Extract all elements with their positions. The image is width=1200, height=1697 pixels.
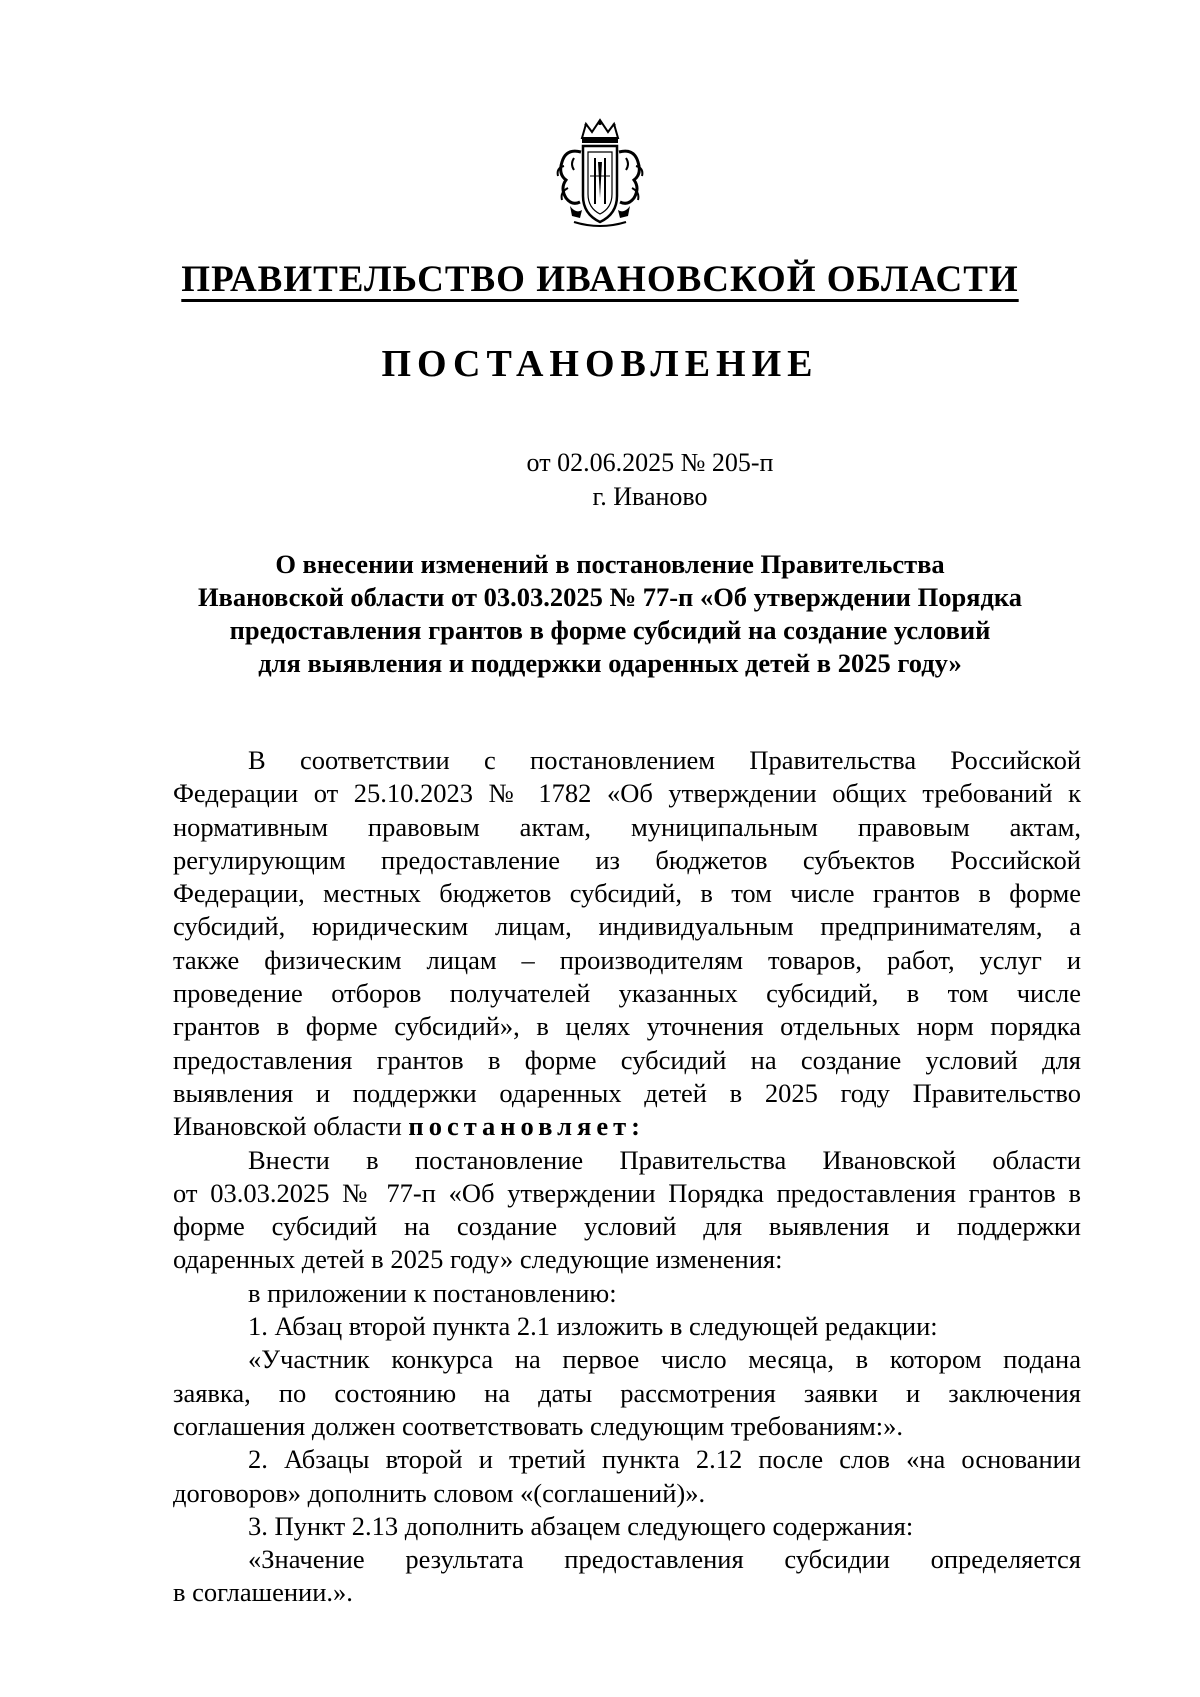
document-body xyxy=(173,744,1081,1610)
body-line: грантов в форме субсидий», в целях уточнения отдельных норм порядка xyxy=(173,1011,1081,1042)
document-title xyxy=(160,548,1060,680)
body-line: в приложении к постановлению: xyxy=(248,1277,617,1308)
title-line: О внесении изменений в постановление Правительства xyxy=(275,549,945,579)
body-line: «Участник конкурса на первое число месяца, в котором подана xyxy=(248,1344,1081,1375)
body-line: 3. Пункт 2.13 дополнить абзацем следующего содержания: xyxy=(248,1510,914,1541)
document-meta xyxy=(470,446,830,514)
body-line: регулирующим предоставление из бюджетов субъектов Российской xyxy=(173,844,1081,875)
date-number: от 02.06.2025 № 205-п xyxy=(526,448,774,477)
body-line: 2. Абзацы второй и третий пункта 2.12 после слов «на основании xyxy=(248,1444,1081,1475)
title-line: для выявления и поддержки одаренных детей в 2025 году» xyxy=(258,648,962,678)
body-line: Федерации от 25.10.2023 № 1782 «Об утверждении общих требований к xyxy=(173,778,1081,809)
city: г. Иваново xyxy=(592,482,708,511)
title-line: предоставления грантов в форме субсидий на создание условий xyxy=(229,615,991,645)
resolves-word: постановляет: xyxy=(408,1111,645,1142)
body-line: проведение отборов получателей указанных субсидий, в том числе xyxy=(173,978,1081,1009)
body-line: нормативным правовым актам, муниципальным правовым актам, xyxy=(173,811,1081,842)
body-line: В соответствии с постановлением Правительства Российской xyxy=(248,745,1081,775)
body-line: договоров» дополнить словом «(соглашений)». xyxy=(173,1477,706,1508)
body-line: форме субсидий на создание условий для выявления и поддержки xyxy=(173,1211,1081,1242)
body-line: также физическим лицам – производителям товаров, работ, услуг и xyxy=(173,944,1081,975)
body-line: Внести в постановление Правительства Ивановской области xyxy=(248,1144,1081,1175)
body-line: соглашения должен соответствовать следующим требованиям:». xyxy=(173,1410,904,1441)
body-line: заявка, по состоянию на даты рассмотрения заявки и заключения xyxy=(173,1377,1081,1408)
government-name: ПРАВИТЕЛЬСТВО ИВАНОВСКОЙ ОБЛАСТИ xyxy=(181,259,1019,300)
title-line: Ивановской области от 03.03.2025 № 77-п «Об утверждении Порядка xyxy=(197,582,1023,612)
body-line xyxy=(173,1110,1081,1143)
body-line: 1. Абзац второй пункта 2.1 изложить в следующей редакции: xyxy=(248,1311,938,1342)
body-line: Федерации, местных бюджетов субсидий, в том числе грантов в форме xyxy=(173,878,1081,909)
body-text: Ивановской области xyxy=(173,1111,409,1142)
body-line: субсидий, юридическим лицам, индивидуальным предпринимателям, а xyxy=(173,911,1081,942)
document-type: ПОСТАНОВЛЕНИЕ xyxy=(381,343,819,385)
body-line: выявления и поддержки одаренных детей в 2025 году Правительство xyxy=(173,1077,1081,1108)
coat-of-arms-icon xyxy=(552,118,648,230)
body-line: «Значение результата предоставления субсидии определяется xyxy=(248,1544,1081,1575)
body-line: в соглашении.». xyxy=(173,1577,353,1608)
body-line: от 03.03.2025 № 77-п «Об утверждении Порядка предоставления грантов в xyxy=(173,1177,1081,1208)
body-line: предоставления грантов в форме субсидий на создание условий для xyxy=(173,1044,1081,1075)
body-line: одаренных детей в 2025 году» следующие изменения: xyxy=(173,1244,783,1275)
